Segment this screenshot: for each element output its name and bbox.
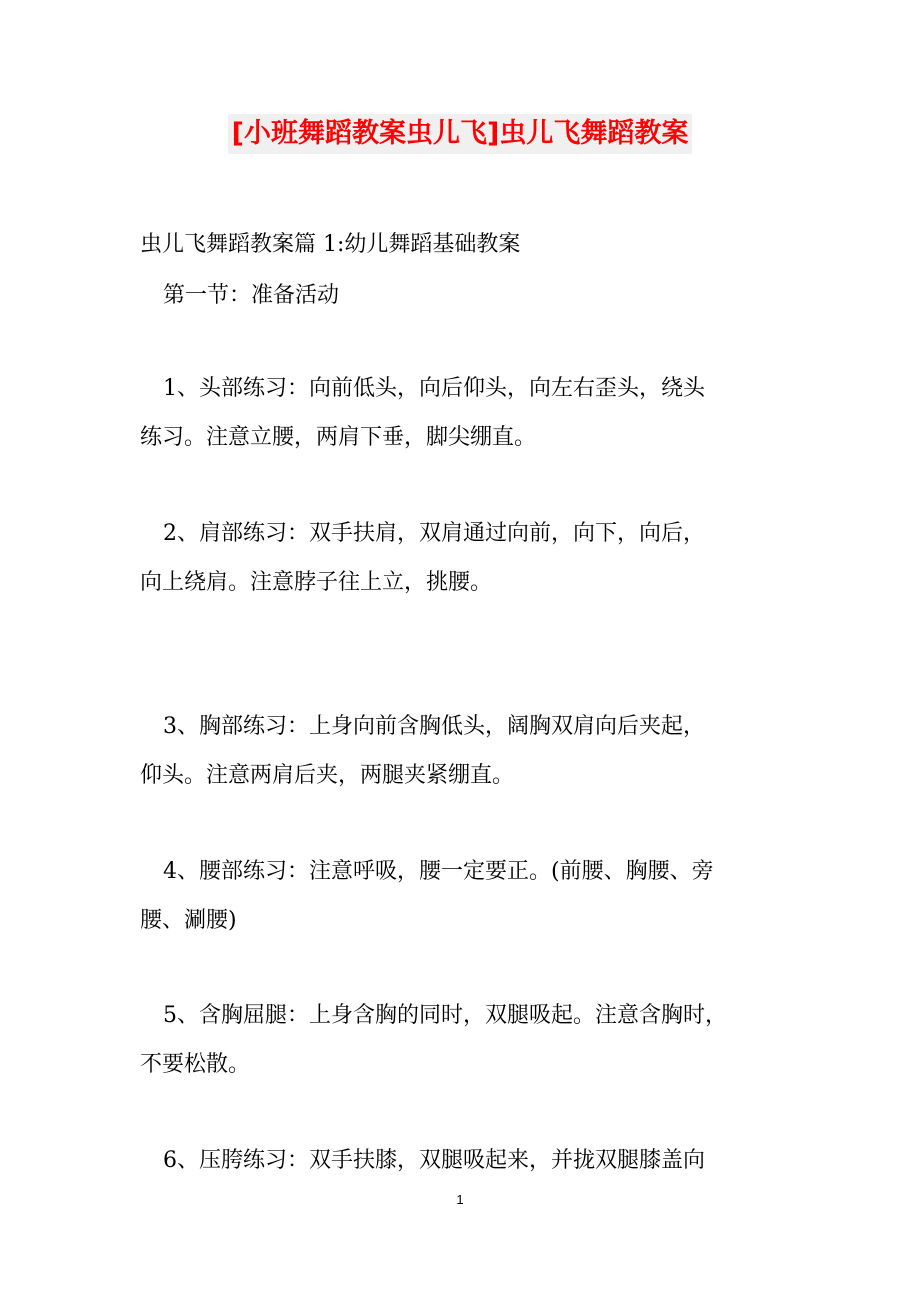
document-title: [小班舞蹈教案虫儿飞]虫儿飞舞蹈教案 bbox=[228, 114, 693, 154]
paragraph-2-line-2: 向上绕肩。注意脖子往上立，挑腰。 bbox=[140, 570, 493, 595]
paragraph-2-line-1: 2、肩部练习：双手扶肩，双肩通过向前，向下，向后， bbox=[163, 521, 705, 546]
section-heading: 第一节：准备活动 bbox=[163, 283, 340, 308]
paragraph-6-line-1: 6、压胯练习：双手扶膝，双腿吸起来，并拢双腿膝盖向 bbox=[163, 1148, 705, 1173]
document-subtitle: 虫儿飞舞蹈教案篇 1:幼儿舞蹈基础教案 bbox=[140, 232, 521, 257]
page-number: 1 bbox=[456, 1192, 464, 1207]
paragraph-4-line-1: 4、腰部练习：注意呼吸，腰一定要正。(前腰、胸腰、旁 bbox=[163, 859, 714, 884]
paragraph-4-line-2: 腰、涮腰) bbox=[140, 908, 237, 933]
paragraph-3-line-1: 3、胸部练习：上身向前含胸低头，阔胸双肩向后夹起， bbox=[163, 714, 705, 739]
paragraph-1-line-2: 练习。注意立腰，两肩下垂，脚尖绷直。 bbox=[140, 425, 537, 450]
paragraph-1-line-1: 1、头部练习：向前低头，向后仰头，向左右歪头，绕头 bbox=[163, 376, 705, 401]
paragraph-5-line-1: 5、含胸屈腿：上身含胸的同时，双腿吸起。注意含胸时， bbox=[163, 1003, 727, 1028]
document-title-block bbox=[0, 114, 920, 154]
paragraph-5-line-2: 不要松散。 bbox=[140, 1052, 251, 1077]
paragraph-3-line-2: 仰头。注意两肩后夹，两腿夹紧绷直。 bbox=[140, 763, 515, 788]
